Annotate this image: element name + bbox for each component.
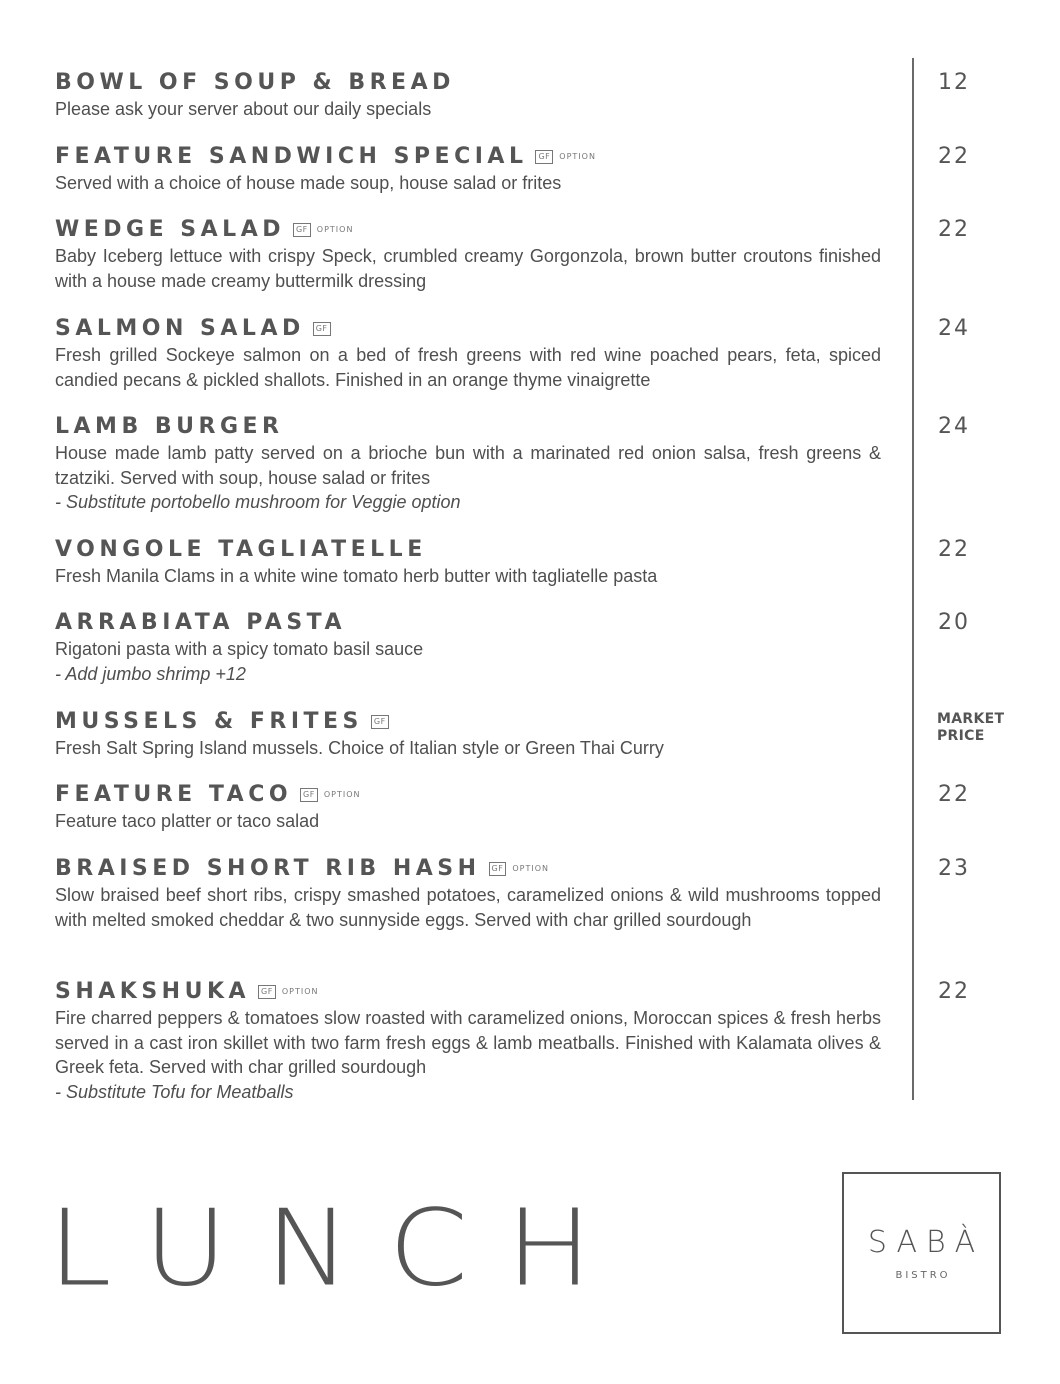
gluten-free-badge: GF: [535, 150, 553, 164]
item-description: Baby Iceberg lettuce with crispy Speck, crumbled creamy Gorgonzola, brown butter croutons finished with a house made creamy buttermilk dressing: [55, 246, 881, 291]
item-description: Fire charred peppers & tomatoes slow roasted with caramelized onions, Moroccan spices & fresh herbs served in a cast iron skillet with two farm fresh eggs & lamb meatballs. Finished with Kalamata olives & Greek feta. Served with char grilled sourdough: [55, 1008, 881, 1077]
market-price-line2: PRICE: [937, 728, 985, 744]
item-title-text: ARRABIATA PASTA: [55, 610, 346, 635]
menu-item-vongole: [55, 537, 881, 589]
menu-item-short-rib-hash: [55, 856, 881, 932]
item-description: Slow braised beef short ribs, crispy smashed potatoes, caramelized onions & wild mushrooms topped with melted smoked cheddar & two sunnyside eggs. Served with char grilled sourdough: [55, 885, 881, 930]
menu-item-shakshuka: [55, 979, 881, 1104]
gluten-free-badge: GF: [300, 788, 318, 802]
item-price-market: [937, 711, 1017, 745]
item-title-text: BOWL OF SOUP & BREAD: [55, 70, 455, 95]
item-title: [55, 856, 881, 882]
item-title: [55, 709, 881, 735]
item-title-text: BRAISED SHORT RIB HASH: [55, 856, 481, 881]
price-divider: [912, 58, 914, 1100]
item-title: [55, 144, 881, 170]
item-title-text: LAMB BURGER: [55, 414, 284, 439]
option-tag: OPTION: [512, 864, 550, 873]
logo-name: SABÀ: [867, 1224, 985, 1260]
item-description: Fresh grilled Sockeye salmon on a bed of fresh greens with red wine poached pears, feta, spiced candied pecans & pickled shallots. Finished in an orange thyme vinaigrette: [55, 345, 881, 390]
gluten-free-badge: GF: [313, 322, 331, 336]
item-title: [55, 782, 881, 808]
item-title-text: FEATURE TACO: [55, 782, 293, 807]
gluten-free-badge: GF: [293, 223, 311, 237]
item-description: House made lamb patty served on a brioche bun with a marinated red onion salsa, fresh greens & tzatziki. Served with soup, house salad or frites: [55, 443, 881, 488]
item-price: 23: [938, 856, 970, 881]
item-title: [55, 217, 881, 243]
item-price: 22: [938, 782, 970, 807]
item-title: [55, 610, 881, 636]
gluten-free-badge: GF: [489, 862, 507, 876]
option-tag: OPTION: [323, 790, 361, 799]
menu-item-lamb-burger: [55, 414, 881, 515]
menu-item-mussels: [55, 709, 881, 761]
menu-item-wedge-salad: [55, 217, 881, 293]
item-title: [55, 414, 881, 440]
item-note: - Substitute portobello mushroom for Veggie option: [55, 492, 461, 512]
item-price: 20: [938, 610, 970, 635]
logo-subtitle: BISTRO: [895, 1269, 951, 1281]
item-price: 24: [938, 316, 970, 341]
bistro-logo: [842, 1172, 1001, 1334]
market-price-line1: MARKET: [937, 711, 1005, 727]
item-title-text: WEDGE SALAD: [55, 217, 285, 242]
item-title-text: SALMON SALAD: [55, 316, 305, 341]
item-title-text: FEATURE SANDWICH SPECIAL: [55, 144, 528, 169]
item-description: Served with a choice of house made soup, house salad or frites: [55, 173, 562, 193]
option-tag: OPTION: [559, 152, 596, 161]
item-title: [55, 70, 881, 96]
item-title-text: SHAKSHUKA: [55, 979, 251, 1004]
item-note: - Add jumbo shrimp +12: [55, 663, 246, 684]
item-price: 12: [938, 70, 970, 95]
item-title-text: VONGOLE TAGLIATELLE: [55, 537, 427, 562]
menu-item-feature-taco: [55, 782, 881, 834]
item-title: [55, 979, 881, 1005]
item-title: [55, 537, 881, 563]
item-description: Fresh Manila Clams in a white wine tomato herb butter with tagliatelle pasta: [55, 566, 658, 586]
gluten-free-badge: GF: [371, 715, 389, 729]
item-price: 22: [938, 217, 970, 242]
item-title: [55, 316, 881, 342]
item-note: - Substitute Tofu for Meatballs: [55, 1081, 294, 1102]
menu-item-soup: [55, 70, 881, 122]
item-price: 22: [938, 144, 970, 169]
option-tag: OPTION: [281, 987, 319, 996]
gluten-free-badge: GF: [258, 985, 276, 999]
menu-item-salmon-salad: [55, 316, 881, 392]
item-title-text: MUSSELS & FRITES: [55, 709, 363, 734]
option-tag: OPTION: [316, 225, 354, 234]
item-price: 22: [938, 979, 970, 1004]
menu-item-sandwich: [55, 144, 881, 196]
item-price: 24: [938, 414, 970, 439]
menu-item-arrabiata: [55, 610, 881, 686]
item-description: Fresh Salt Spring Island mussels. Choice of Italian style or Green Thai Curry: [55, 738, 664, 758]
item-description: Feature taco platter or taco salad: [55, 811, 320, 831]
item-description: Rigatoni pasta with a spicy tomato basil sauce: [55, 639, 424, 659]
page-heading: LUNCH: [48, 1186, 630, 1310]
item-description: Please ask your server about our daily specials: [55, 99, 432, 119]
item-price: 22: [938, 537, 970, 562]
